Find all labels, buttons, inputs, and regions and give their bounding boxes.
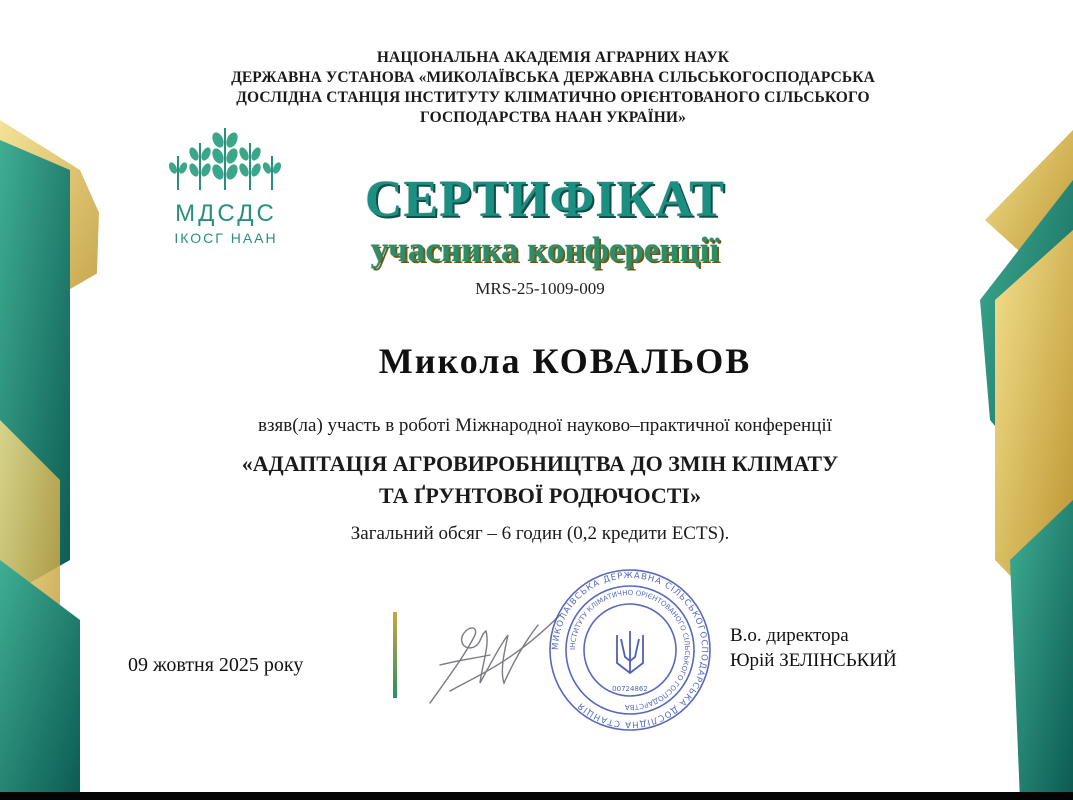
director-role: В.о. директора [730,625,849,646]
conference-title-line-2: ТА ҐРУНТОВОЇ РОДЮЧОСТІ» [379,483,701,508]
gradient-divider [393,612,397,698]
recipient-name: Микола КОВАЛЬОВ [378,341,752,381]
conference-title-line-1: «АДАПТАЦІЯ АГРОВИРОБНИЦТВА ДО ЗМІН КЛІМАТУ [241,451,839,476]
issue-date: 09 жовтня 2025 року [128,654,304,676]
logo-subtitle: ІКОСГ НААН [174,230,278,246]
bottom-border [0,792,1073,800]
trident-icon [617,631,643,673]
issuing-organization [160,48,946,128]
certificate-title: СЕРТИФІКАТ [364,171,726,228]
org-line-2: ДЕРЖАВНА УСТАНОВА «МИКОЛАЇВСЬКА ДЕРЖАВНА СІЛЬСЬКОГОСПОДАРСЬКА [231,69,875,86]
certificate-subtitle: учасника конференції [370,230,720,269]
course-volume: Загальний обсяг – 6 годин (0,2 кредити ECTS). [350,523,730,544]
svg-text:МИКОЛАЇВСЬКА ДЕРЖАВНА СІЛЬСЬКО: МИКОЛАЇВСЬКА ДЕРЖАВНА СІЛЬСЬКОГОСПОДАРСЬКА ДОСЛІДНА СТАНЦІЯ [550,570,710,730]
wheat-logo-icon [160,118,290,248]
participation-text: взяв(ла) участь в роботі Міжнародної науково–практичної конференції [258,415,832,436]
org-line-1: НАЦІОНАЛЬНА АКАДЕМІЯ АГРАРНИХ НАУК [376,49,730,66]
org-line-3: ДОСЛІДНА СТАНЦІЯ ІНСТИТУТУ КЛІМАТИЧНО ОРІЄНТОВАНОГО СІЛЬСЬКОГО [236,89,870,106]
conference-title [140,448,940,512]
certificate-id: MRS-25-1009-009 [475,279,605,298]
svg-text:00724862: 00724862 [612,685,648,693]
svg-text:ІНСТИТУТУ КЛІМАТИЧНО ОРІЄНТОВА: ІНСТИТУТУ КЛІМАТИЧНО ОРІЄНТОВАНОГО СІЛЬСЬКОГО ГОСПОДАРСТВА [568,588,692,712]
logo-abbreviation: МДСДС [175,200,277,227]
official-stamp [545,565,715,735]
org-line-4: ГОСПОДАРСТВА НААН УКРАЇНИ» [420,109,686,126]
director-name: Юрій ЗЕЛІНСЬКИЙ [730,650,897,671]
